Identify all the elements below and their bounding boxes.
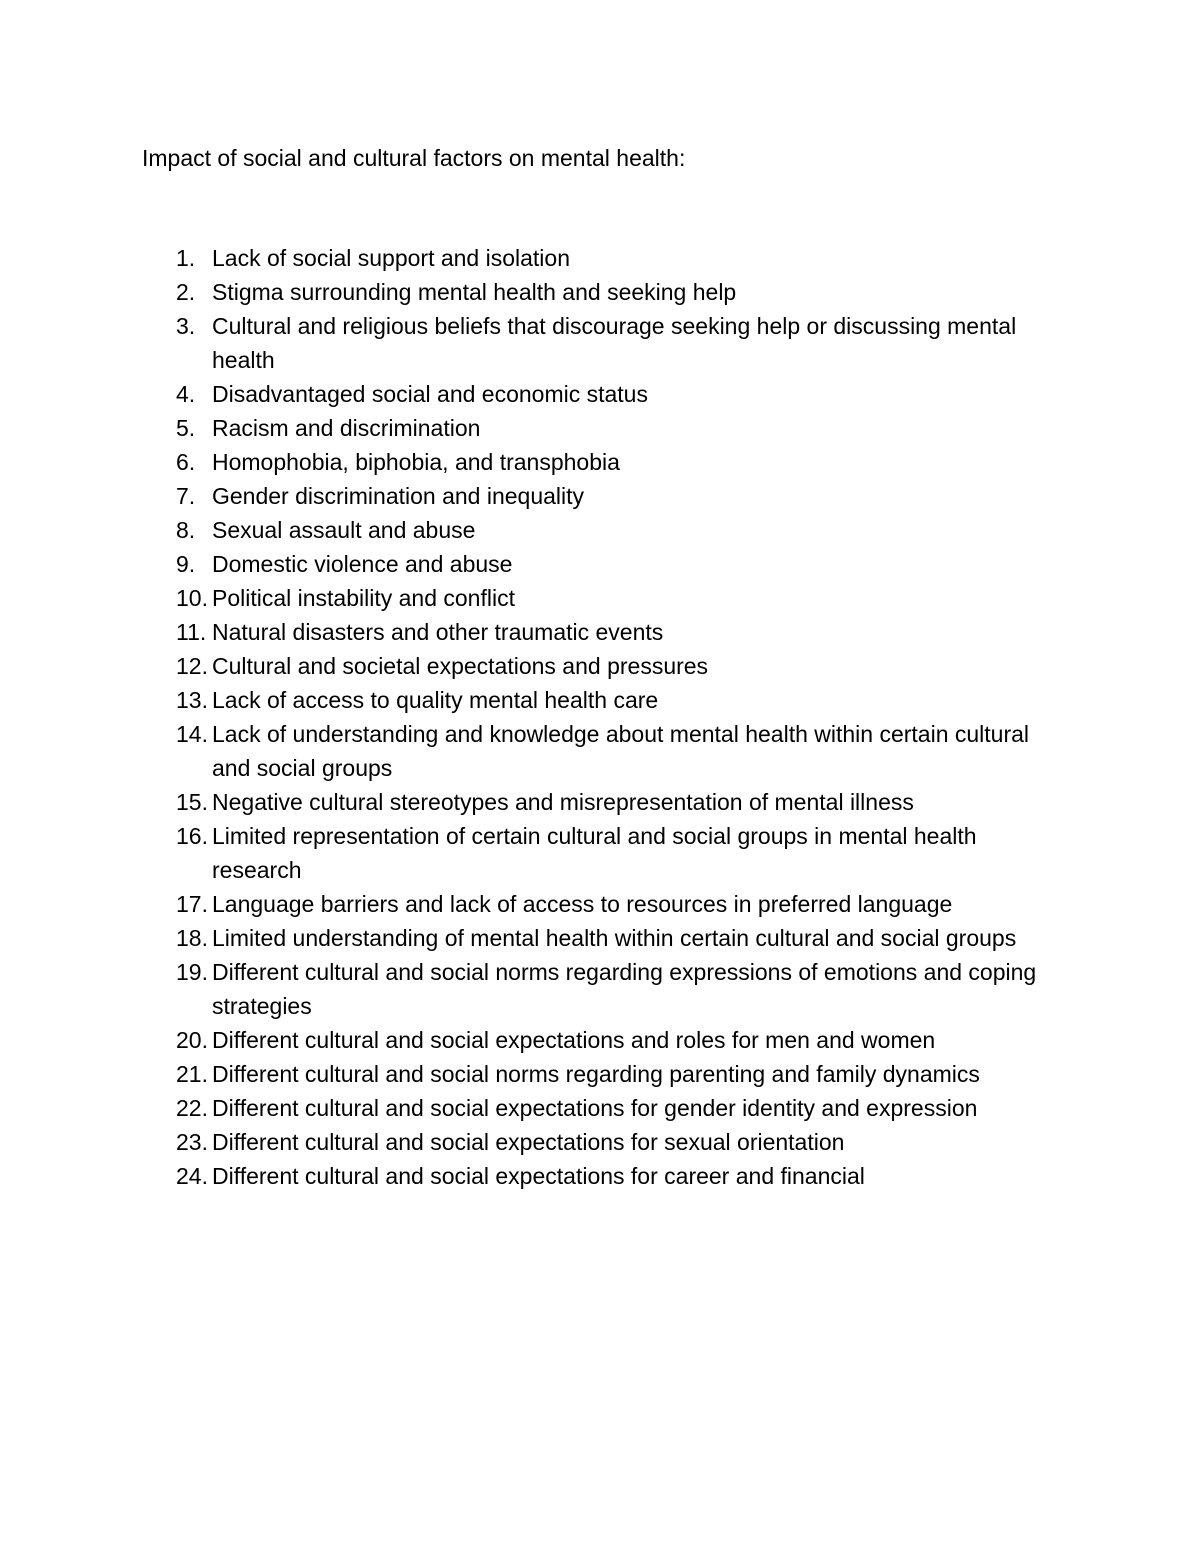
item-number: 19. (176, 959, 208, 985)
item-number: 21. (176, 1061, 208, 1087)
item-text: Sexual assault and abuse (212, 517, 476, 543)
item-number: 5. (176, 415, 196, 441)
item-text: Different cultural and social expectations for sexual orientation (212, 1129, 845, 1155)
list-item (0, 411, 1062, 445)
list-item (0, 513, 1062, 547)
list-item (0, 1125, 1062, 1159)
item-number: 24. (176, 1163, 208, 1189)
item-text: Different cultural and social expectations and roles for men and women (212, 1027, 936, 1053)
item-text: Disadvantaged social and economic status (212, 381, 648, 407)
list-item (0, 887, 1062, 921)
item-number: 8. (176, 517, 196, 543)
item-number: 10. (176, 585, 208, 611)
list-item (0, 1057, 1062, 1091)
list-item (0, 1159, 1062, 1193)
item-number: 12. (176, 653, 208, 679)
item-number: 3. (176, 313, 196, 339)
item-number: 15. (176, 789, 208, 815)
list-item (0, 309, 1062, 377)
item-text: Different cultural and social norms regarding expressions of emotions and coping strategies (212, 959, 1037, 1019)
item-number: 1. (176, 245, 196, 271)
item-number: 6. (176, 449, 196, 475)
item-text: Limited understanding of mental health within certain cultural and social groups (212, 925, 1017, 951)
item-text: Language barriers and lack of access to resources in preferred language (212, 891, 953, 917)
list-item (0, 819, 1062, 887)
list-item (0, 445, 1062, 479)
item-number: 4. (176, 381, 196, 407)
item-text: Political instability and conflict (212, 585, 515, 611)
item-text: Gender discrimination and inequality (212, 483, 585, 509)
list-item (0, 241, 1062, 275)
document-title: Impact of social and cultural factors on mental health: (142, 145, 686, 171)
item-number: 23. (176, 1129, 208, 1155)
list-item (0, 581, 1062, 615)
item-number: 20. (176, 1027, 208, 1053)
item-text: Cultural and societal expectations and pressures (212, 653, 709, 679)
item-text: Stigma surrounding mental health and seeking help (212, 279, 737, 305)
factor-list (0, 241, 1200, 1193)
item-number: 14. (176, 721, 208, 747)
item-text: Negative cultural stereotypes and misrepresentation of mental illness (212, 789, 914, 815)
item-text: Lack of understanding and knowledge about mental health within certain cultural and social groups (212, 721, 1030, 781)
list-item (0, 683, 1062, 717)
item-number: 11. (176, 619, 207, 645)
item-text: Natural disasters and other traumatic events (212, 619, 664, 645)
list-item (0, 547, 1062, 581)
item-text: Different cultural and social norms regarding parenting and family dynamics (212, 1061, 980, 1087)
list-item (0, 1091, 1062, 1125)
item-text: Domestic violence and abuse (212, 551, 513, 577)
item-number: 9. (176, 551, 196, 577)
list-item (0, 377, 1062, 411)
item-number: 17. (176, 891, 208, 917)
list-item (0, 955, 1062, 1023)
item-number: 13. (176, 687, 208, 713)
item-number: 16. (176, 823, 208, 849)
item-text: Different cultural and social expectations for career and financial (212, 1163, 865, 1189)
item-text: Cultural and religious beliefs that discourage seeking help or discussing mental health (212, 313, 1017, 373)
list-item (0, 649, 1062, 683)
item-number: 7. (176, 483, 196, 509)
list-item (0, 479, 1062, 513)
list-item (0, 615, 1062, 649)
item-text: Lack of access to quality mental health care (212, 687, 659, 713)
list-item (0, 785, 1062, 819)
item-text: Limited representation of certain cultural and social groups in mental health research (212, 823, 977, 883)
item-text: Different cultural and social expectations for gender identity and expression (212, 1095, 978, 1121)
list-item (0, 921, 1062, 955)
list-item (0, 1023, 1062, 1057)
list-item (0, 275, 1062, 309)
item-text: Racism and discrimination (212, 415, 481, 441)
item-text: Lack of social support and isolation (212, 245, 570, 271)
list-item (0, 717, 1062, 785)
item-number: 2. (176, 279, 196, 305)
item-number: 22. (176, 1095, 208, 1121)
item-number: 18. (176, 925, 208, 951)
item-text: Homophobia, biphobia, and transphobia (212, 449, 620, 475)
